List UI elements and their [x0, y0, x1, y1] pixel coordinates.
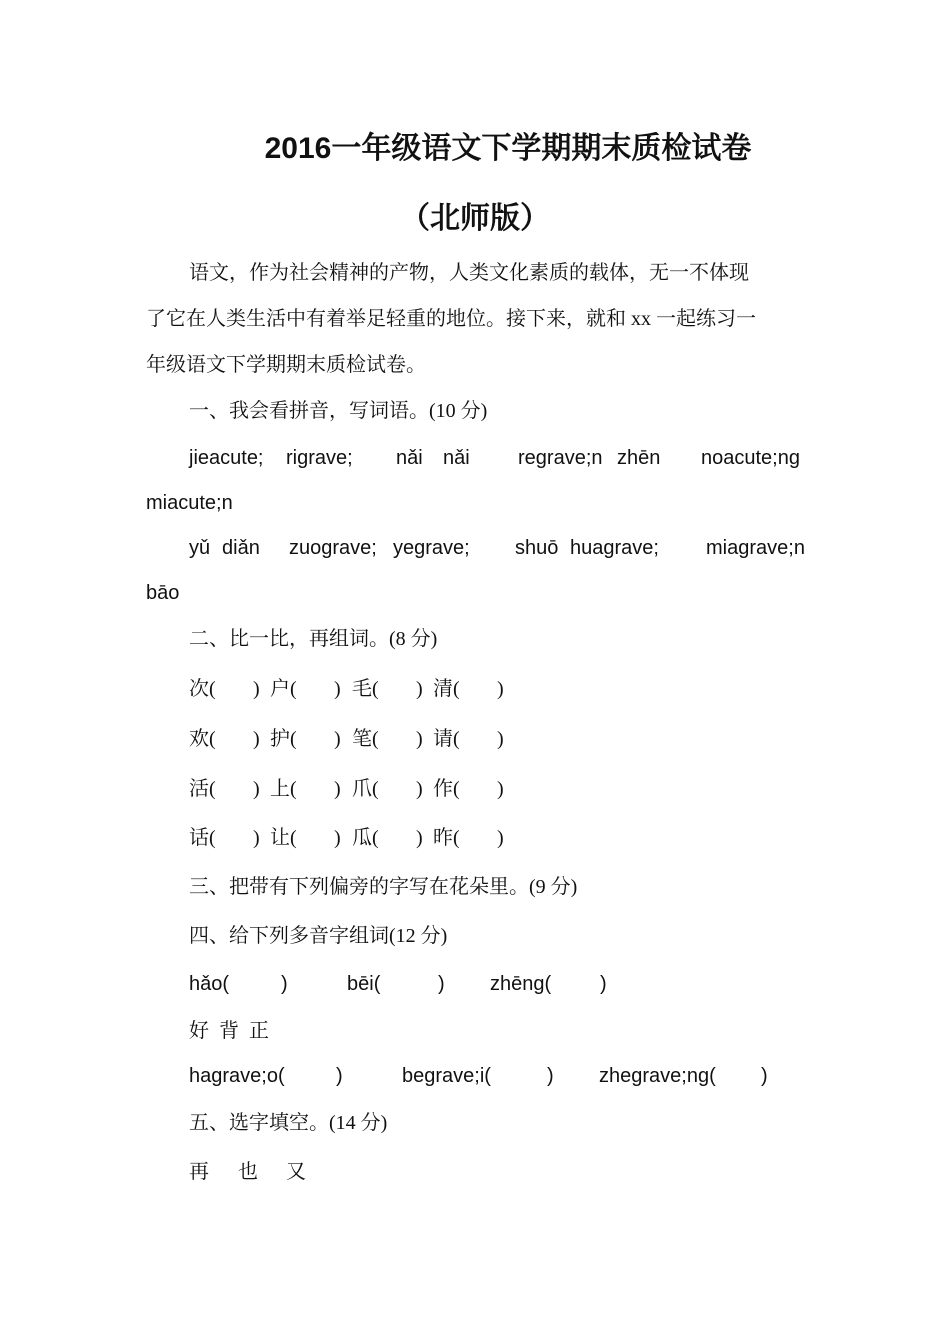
compare-char: 话(	[189, 827, 216, 849]
compare-char: 欢(	[189, 728, 216, 750]
section-4-heading: 四、给下列多音字组词(12 分)	[189, 925, 448, 947]
choice-char: 也	[238, 1161, 258, 1183]
polyphone-entity: begrave;i(	[402, 1065, 491, 1087]
choice-char: 再	[189, 1161, 209, 1183]
compare-paren: )	[416, 678, 423, 700]
compare-char: 活(	[189, 778, 216, 800]
compare-paren: )	[334, 728, 341, 750]
pinyin-item: zuograve;	[289, 537, 377, 559]
compare-char: 作(	[433, 778, 460, 800]
pinyin-item: nǎi	[443, 447, 470, 469]
compare-char: 护(	[270, 728, 297, 750]
pinyin-item: bāo	[146, 582, 180, 604]
compare-paren: )	[334, 778, 341, 800]
pinyin-item: noacute;ng	[701, 447, 800, 469]
pinyin-item: diǎn	[222, 537, 260, 559]
pinyin-item: yegrave;	[393, 537, 470, 559]
polyphone-paren: )	[761, 1065, 768, 1087]
compare-paren: )	[253, 827, 260, 849]
compare-paren: )	[416, 827, 423, 849]
polyphone-paren: )	[438, 973, 445, 995]
pinyin-item: huagrave;	[570, 537, 659, 559]
polyphone-paren: )	[547, 1065, 554, 1087]
compare-char: 上(	[270, 778, 297, 800]
document-title: 2016一年级语文下学期期末质检试卷	[264, 132, 752, 165]
compare-paren: )	[253, 728, 260, 750]
compare-paren: )	[334, 678, 341, 700]
polyphone-pinyin: bēi(	[347, 973, 381, 995]
compare-paren: )	[334, 827, 341, 849]
section-3-heading: 三、把带有下列偏旁的字写在花朵里。(9 分)	[189, 876, 578, 898]
compare-char: 瓜(	[352, 827, 379, 849]
polyphone-pinyin: zhēng(	[490, 973, 552, 995]
pinyin-item: jieacute;	[189, 447, 264, 469]
compare-paren: )	[416, 778, 423, 800]
section-5-heading: 五、选字填空。(14 分)	[189, 1112, 388, 1134]
pinyin-item: shuō	[515, 537, 559, 559]
pinyin-item: regrave;n	[518, 447, 603, 469]
intro-line-1: 语文，作为社会精神的产物，人类文化素质的载体，无一不体现	[189, 262, 749, 284]
polyphone-entity: hagrave;o(	[189, 1065, 285, 1087]
compare-char: 次(	[189, 678, 216, 700]
compare-char: 毛(	[352, 678, 379, 700]
intro-line-3: 年级语文下学期期末质检试卷。	[146, 354, 426, 376]
compare-paren: )	[497, 678, 504, 700]
compare-paren: )	[497, 728, 504, 750]
compare-paren: )	[253, 678, 260, 700]
compare-paren: )	[253, 778, 260, 800]
compare-paren: )	[497, 778, 504, 800]
pinyin-item: miacute;n	[146, 492, 233, 514]
compare-char: 请(	[433, 728, 460, 750]
intro-line-2: 了它在人类生活中有着举足轻重的地位。接下来，就和 xx 一起练习一	[146, 308, 756, 330]
compare-paren: )	[497, 827, 504, 849]
pinyin-item: nǎi	[396, 447, 423, 469]
pinyin-item: rigrave;	[286, 447, 353, 469]
document-subtitle: （北师版）	[400, 202, 550, 235]
compare-char: 让(	[270, 827, 297, 849]
polyphone-entity: zhegrave;ng(	[599, 1065, 716, 1087]
polyphone-chars: 好 背 正	[189, 1020, 269, 1042]
polyphone-paren: )	[336, 1065, 343, 1087]
polyphone-paren: )	[600, 973, 607, 995]
compare-char: 笔(	[352, 728, 379, 750]
pinyin-item: zhēn	[617, 447, 661, 469]
section-1-heading: 一、我会看拼音，写词语。(10 分)	[189, 400, 488, 422]
pinyin-item: yǔ	[189, 537, 211, 559]
section-2-heading: 二、比一比，再组词。(8 分)	[189, 628, 438, 650]
compare-char: 清(	[433, 678, 460, 700]
compare-paren: )	[416, 728, 423, 750]
polyphone-pinyin: hǎo(	[189, 973, 230, 995]
polyphone-paren: )	[281, 973, 288, 995]
compare-char: 户(	[270, 678, 297, 700]
compare-char: 昨(	[433, 827, 460, 849]
compare-char: 爪(	[352, 778, 379, 800]
choice-char: 又	[286, 1161, 306, 1183]
pinyin-item: miagrave;n	[706, 537, 805, 559]
